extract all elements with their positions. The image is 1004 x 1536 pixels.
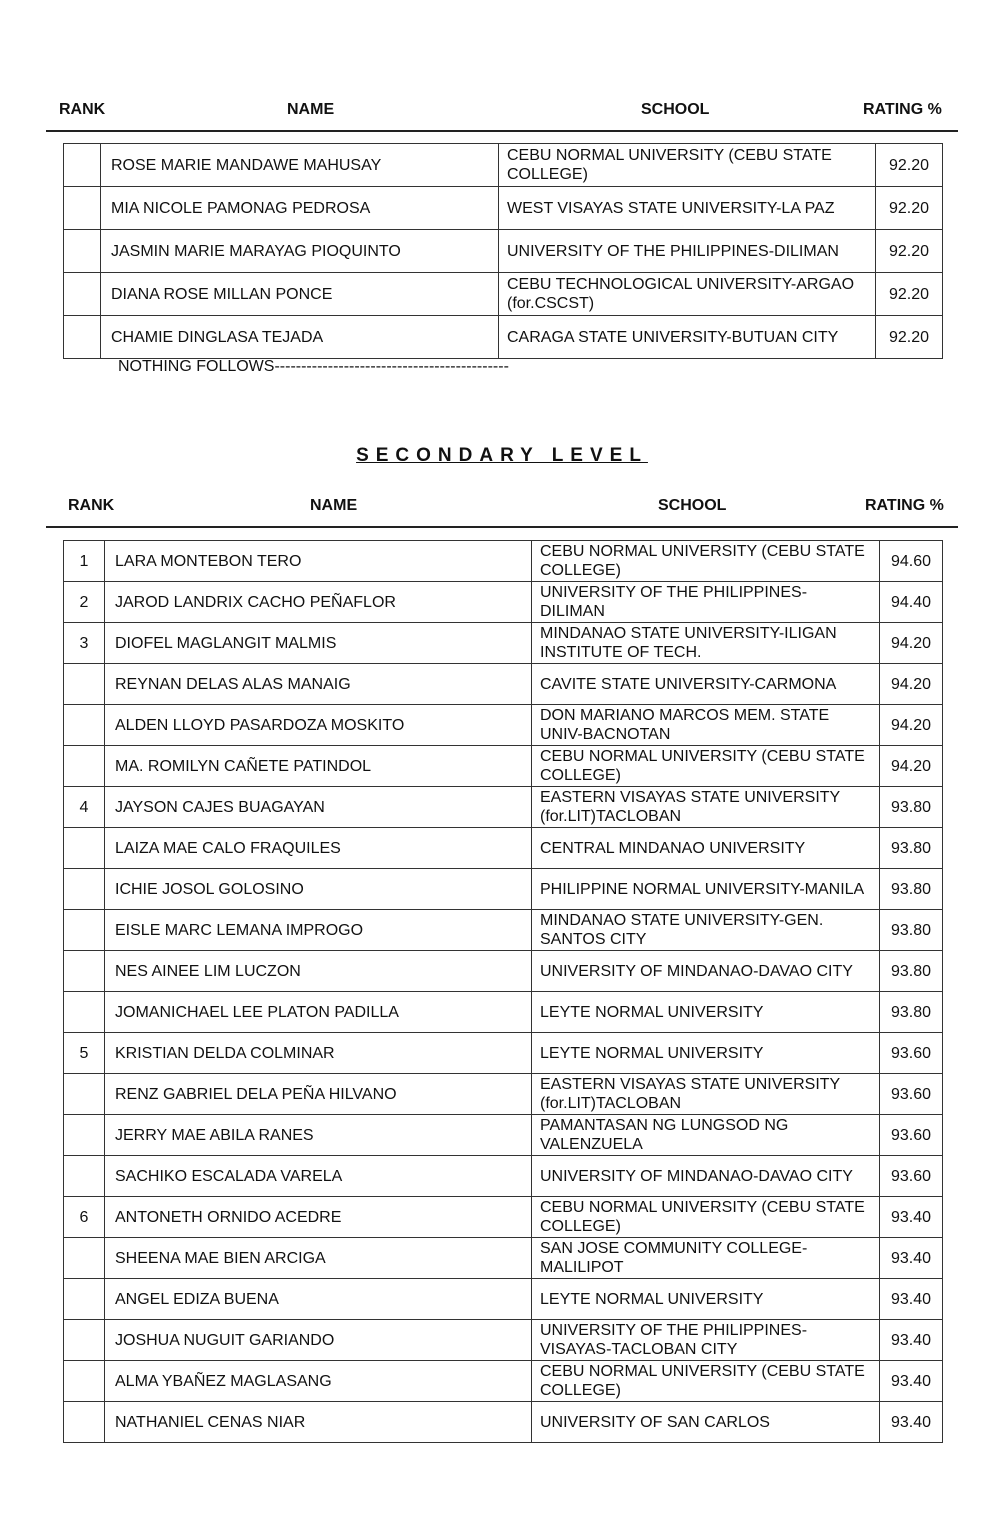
rank-cell bbox=[64, 910, 105, 951]
name-cell: JOSHUA NUGUIT GARIANDO bbox=[105, 1320, 532, 1361]
rank-cell bbox=[64, 1238, 105, 1279]
rank-cell: 3 bbox=[64, 623, 105, 664]
name-cell: ICHIE JOSOL GOLOSINO bbox=[105, 869, 532, 910]
rating-cell: 94.20 bbox=[880, 746, 943, 787]
name-cell: DIANA ROSE MILLAN PONCE bbox=[101, 273, 499, 316]
rating-cell: 93.60 bbox=[880, 1033, 943, 1074]
school-cell: UNIVERSITY OF SAN CARLOS bbox=[532, 1402, 880, 1443]
name-cell: LARA MONTEBON TERO bbox=[105, 541, 532, 582]
table-row bbox=[64, 869, 943, 910]
rank-cell bbox=[64, 1156, 105, 1197]
table-row bbox=[64, 828, 943, 869]
school-cell: PHILIPPINE NORMAL UNIVERSITY-MANILA bbox=[532, 869, 880, 910]
rank-cell: 2 bbox=[64, 582, 105, 623]
table-row bbox=[64, 1238, 943, 1279]
name-cell: MA. ROMILYN CAÑETE PATINDOL bbox=[105, 746, 532, 787]
table-row bbox=[64, 1361, 943, 1402]
table-row bbox=[64, 951, 943, 992]
school-cell: PAMANTASAN NG LUNGSOD NG VALENZUELA bbox=[532, 1115, 880, 1156]
school-cell: SAN JOSE COMMUNITY COLLEGE-MALILIPOT bbox=[532, 1238, 880, 1279]
table-row bbox=[64, 664, 943, 705]
rating-cell: 93.80 bbox=[880, 910, 943, 951]
rating-cell: 94.60 bbox=[880, 541, 943, 582]
rating-cell: 93.40 bbox=[880, 1402, 943, 1443]
name-header: NAME bbox=[310, 497, 358, 514]
rating-header: RATING % bbox=[865, 497, 944, 514]
name-cell: JAYSON CAJES BUAGAYAN bbox=[105, 787, 532, 828]
rank-cell bbox=[64, 1074, 105, 1115]
school-cell: EASTERN VISAYAS STATE UNIVERSITY (for.LIT)TACLOBAN bbox=[532, 1074, 880, 1115]
rating-cell: 93.60 bbox=[880, 1156, 943, 1197]
top-table-header bbox=[0, 100, 1004, 120]
table-row bbox=[64, 705, 943, 746]
name-cell: LAIZA MAE CALO FRAQUILES bbox=[105, 828, 532, 869]
table-row bbox=[64, 144, 943, 187]
table-row bbox=[64, 187, 943, 230]
rank-cell bbox=[64, 705, 105, 746]
rating-cell: 92.20 bbox=[876, 187, 943, 230]
school-cell: LEYTE NORMAL UNIVERSITY bbox=[532, 992, 880, 1033]
school-cell: UNIVERSITY OF THE PHILIPPINES-DILIMAN bbox=[499, 230, 876, 273]
name-cell: JOMANICHAEL LEE PLATON PADILLA bbox=[105, 992, 532, 1033]
rating-cell: 93.80 bbox=[880, 869, 943, 910]
table-row bbox=[64, 1074, 943, 1115]
school-header: SCHOOL bbox=[641, 101, 710, 118]
rank-cell bbox=[64, 316, 101, 359]
rating-cell: 93.40 bbox=[880, 1279, 943, 1320]
school-cell: CENTRAL MINDANAO UNIVERSITY bbox=[532, 828, 880, 869]
school-header: SCHOOL bbox=[658, 497, 727, 514]
rating-cell: 92.20 bbox=[876, 144, 943, 187]
school-cell: MINDANAO STATE UNIVERSITY-GEN. SANTOS CITY bbox=[532, 910, 880, 951]
table-row bbox=[64, 1402, 943, 1443]
table-row bbox=[64, 1279, 943, 1320]
school-cell: CEBU NORMAL UNIVERSITY (CEBU STATE COLLEGE) bbox=[532, 1361, 880, 1402]
school-cell: EASTERN VISAYAS STATE UNIVERSITY (for.LIT)TACLOBAN bbox=[532, 787, 880, 828]
rank-cell bbox=[64, 828, 105, 869]
secondary-table-header bbox=[0, 496, 1004, 516]
table-row bbox=[64, 582, 943, 623]
secondary-results-table bbox=[63, 540, 943, 1443]
rank-header: RANK bbox=[59, 101, 106, 118]
rank-cell bbox=[64, 869, 105, 910]
school-cell: CEBU NORMAL UNIVERSITY (CEBU STATE COLLEGE) bbox=[532, 746, 880, 787]
name-cell: DIOFEL MAGLANGIT MALMIS bbox=[105, 623, 532, 664]
name-cell: EISLE MARC LEMANA IMPROGO bbox=[105, 910, 532, 951]
name-cell: ALDEN LLOYD PASARDOZA MOSKITO bbox=[105, 705, 532, 746]
rating-cell: 93.80 bbox=[880, 951, 943, 992]
school-cell: WEST VISAYAS STATE UNIVERSITY-LA PAZ bbox=[499, 187, 876, 230]
rating-cell: 93.80 bbox=[880, 787, 943, 828]
rating-cell: 93.60 bbox=[880, 1074, 943, 1115]
table-row bbox=[64, 787, 943, 828]
rating-cell: 94.20 bbox=[880, 623, 943, 664]
table-row bbox=[64, 1033, 943, 1074]
rating-cell: 94.20 bbox=[880, 705, 943, 746]
rank-cell bbox=[64, 230, 101, 273]
name-cell: JAROD LANDRIX CACHO PEÑAFLOR bbox=[105, 582, 532, 623]
rank-cell bbox=[64, 951, 105, 992]
top-results-table bbox=[63, 143, 943, 359]
rank-cell bbox=[64, 1402, 105, 1443]
name-cell: JASMIN MARIE MARAYAG PIOQUINTO bbox=[101, 230, 499, 273]
name-cell: KRISTIAN DELDA COLMINAR bbox=[105, 1033, 532, 1074]
section-title: SECONDARY LEVEL bbox=[356, 445, 648, 466]
school-cell: CEBU NORMAL UNIVERSITY (CEBU STATE COLLEGE) bbox=[532, 1197, 880, 1238]
school-cell: CARAGA STATE UNIVERSITY-BUTUAN CITY bbox=[499, 316, 876, 359]
rank-cell bbox=[64, 273, 101, 316]
table-row bbox=[64, 746, 943, 787]
name-cell: ROSE MARIE MANDAWE MAHUSAY bbox=[101, 144, 499, 187]
rank-cell: 1 bbox=[64, 541, 105, 582]
school-cell: UNIVERSITY OF MINDANAO-DAVAO CITY bbox=[532, 951, 880, 992]
table-row bbox=[64, 273, 943, 316]
header-rule bbox=[46, 130, 958, 132]
rating-cell: 92.20 bbox=[876, 230, 943, 273]
name-cell: JERRY MAE ABILA RANES bbox=[105, 1115, 532, 1156]
table-row bbox=[64, 910, 943, 951]
table-row bbox=[64, 992, 943, 1033]
school-cell: LEYTE NORMAL UNIVERSITY bbox=[532, 1279, 880, 1320]
school-cell: CEBU NORMAL UNIVERSITY (CEBU STATE COLLEGE) bbox=[532, 541, 880, 582]
rank-cell bbox=[64, 1361, 105, 1402]
table-row bbox=[64, 541, 943, 582]
name-header: NAME bbox=[287, 101, 335, 118]
rating-cell: 93.40 bbox=[880, 1361, 943, 1402]
rank-cell bbox=[64, 992, 105, 1033]
rating-cell: 92.20 bbox=[876, 316, 943, 359]
table-row bbox=[64, 1115, 943, 1156]
school-cell: UNIVERSITY OF THE PHILIPPINES-VISAYAS-TACLOBAN CITY bbox=[532, 1320, 880, 1361]
school-cell: CEBU NORMAL UNIVERSITY (CEBU STATE COLLEGE) bbox=[499, 144, 876, 187]
name-cell: ALMA YBAÑEZ MAGLASANG bbox=[105, 1361, 532, 1402]
name-cell: MIA NICOLE PAMONAG PEDROSA bbox=[101, 187, 499, 230]
nothing-follows-note: NOTHING FOLLOWS-------------------------------------------- bbox=[118, 358, 509, 375]
rank-cell bbox=[64, 1115, 105, 1156]
header-rule bbox=[46, 526, 958, 528]
rank-cell bbox=[64, 1320, 105, 1361]
school-cell: CAVITE STATE UNIVERSITY-CARMONA bbox=[532, 664, 880, 705]
name-cell: ANGEL EDIZA BUENA bbox=[105, 1279, 532, 1320]
name-cell: REYNAN DELAS ALAS MANAIG bbox=[105, 664, 532, 705]
rating-cell: 94.20 bbox=[880, 664, 943, 705]
rank-cell bbox=[64, 1279, 105, 1320]
name-cell: RENZ GABRIEL DELA PEÑA HILVANO bbox=[105, 1074, 532, 1115]
table-row bbox=[64, 230, 943, 273]
rating-cell: 93.40 bbox=[880, 1320, 943, 1361]
rank-cell bbox=[64, 746, 105, 787]
table-row bbox=[64, 316, 943, 359]
rating-cell: 93.80 bbox=[880, 992, 943, 1033]
rating-cell: 92.20 bbox=[876, 273, 943, 316]
rating-cell: 93.40 bbox=[880, 1197, 943, 1238]
rank-cell: 4 bbox=[64, 787, 105, 828]
table-row bbox=[64, 1156, 943, 1197]
table-row bbox=[64, 623, 943, 664]
rating-header: RATING % bbox=[863, 101, 942, 118]
rating-cell: 94.40 bbox=[880, 582, 943, 623]
rank-cell: 5 bbox=[64, 1033, 105, 1074]
rank-header: RANK bbox=[68, 497, 115, 514]
table-row bbox=[64, 1320, 943, 1361]
school-cell: CEBU TECHNOLOGICAL UNIVERSITY-ARGAO (for.CSCST) bbox=[499, 273, 876, 316]
school-cell: UNIVERSITY OF MINDANAO-DAVAO CITY bbox=[532, 1156, 880, 1197]
rank-cell bbox=[64, 187, 101, 230]
name-cell: CHAMIE DINGLASA TEJADA bbox=[101, 316, 499, 359]
rank-cell bbox=[64, 144, 101, 187]
rank-cell: 6 bbox=[64, 1197, 105, 1238]
name-cell: SHEENA MAE BIEN ARCIGA bbox=[105, 1238, 532, 1279]
name-cell: NES AINEE LIM LUCZON bbox=[105, 951, 532, 992]
name-cell: NATHANIEL CENAS NIAR bbox=[105, 1402, 532, 1443]
name-cell: ANTONETH ORNIDO ACEDRE bbox=[105, 1197, 532, 1238]
rank-cell bbox=[64, 664, 105, 705]
rating-cell: 93.80 bbox=[880, 828, 943, 869]
school-cell: LEYTE NORMAL UNIVERSITY bbox=[532, 1033, 880, 1074]
rating-cell: 93.60 bbox=[880, 1115, 943, 1156]
school-cell: DON MARIANO MARCOS MEM. STATE UNIV-BACNOTAN bbox=[532, 705, 880, 746]
school-cell: MINDANAO STATE UNIVERSITY-ILIGAN INSTITUTE OF TECH. bbox=[532, 623, 880, 664]
table-row bbox=[64, 1197, 943, 1238]
name-cell: SACHIKO ESCALADA VARELA bbox=[105, 1156, 532, 1197]
rating-cell: 93.40 bbox=[880, 1238, 943, 1279]
school-cell: UNIVERSITY OF THE PHILIPPINES-DILIMAN bbox=[532, 582, 880, 623]
